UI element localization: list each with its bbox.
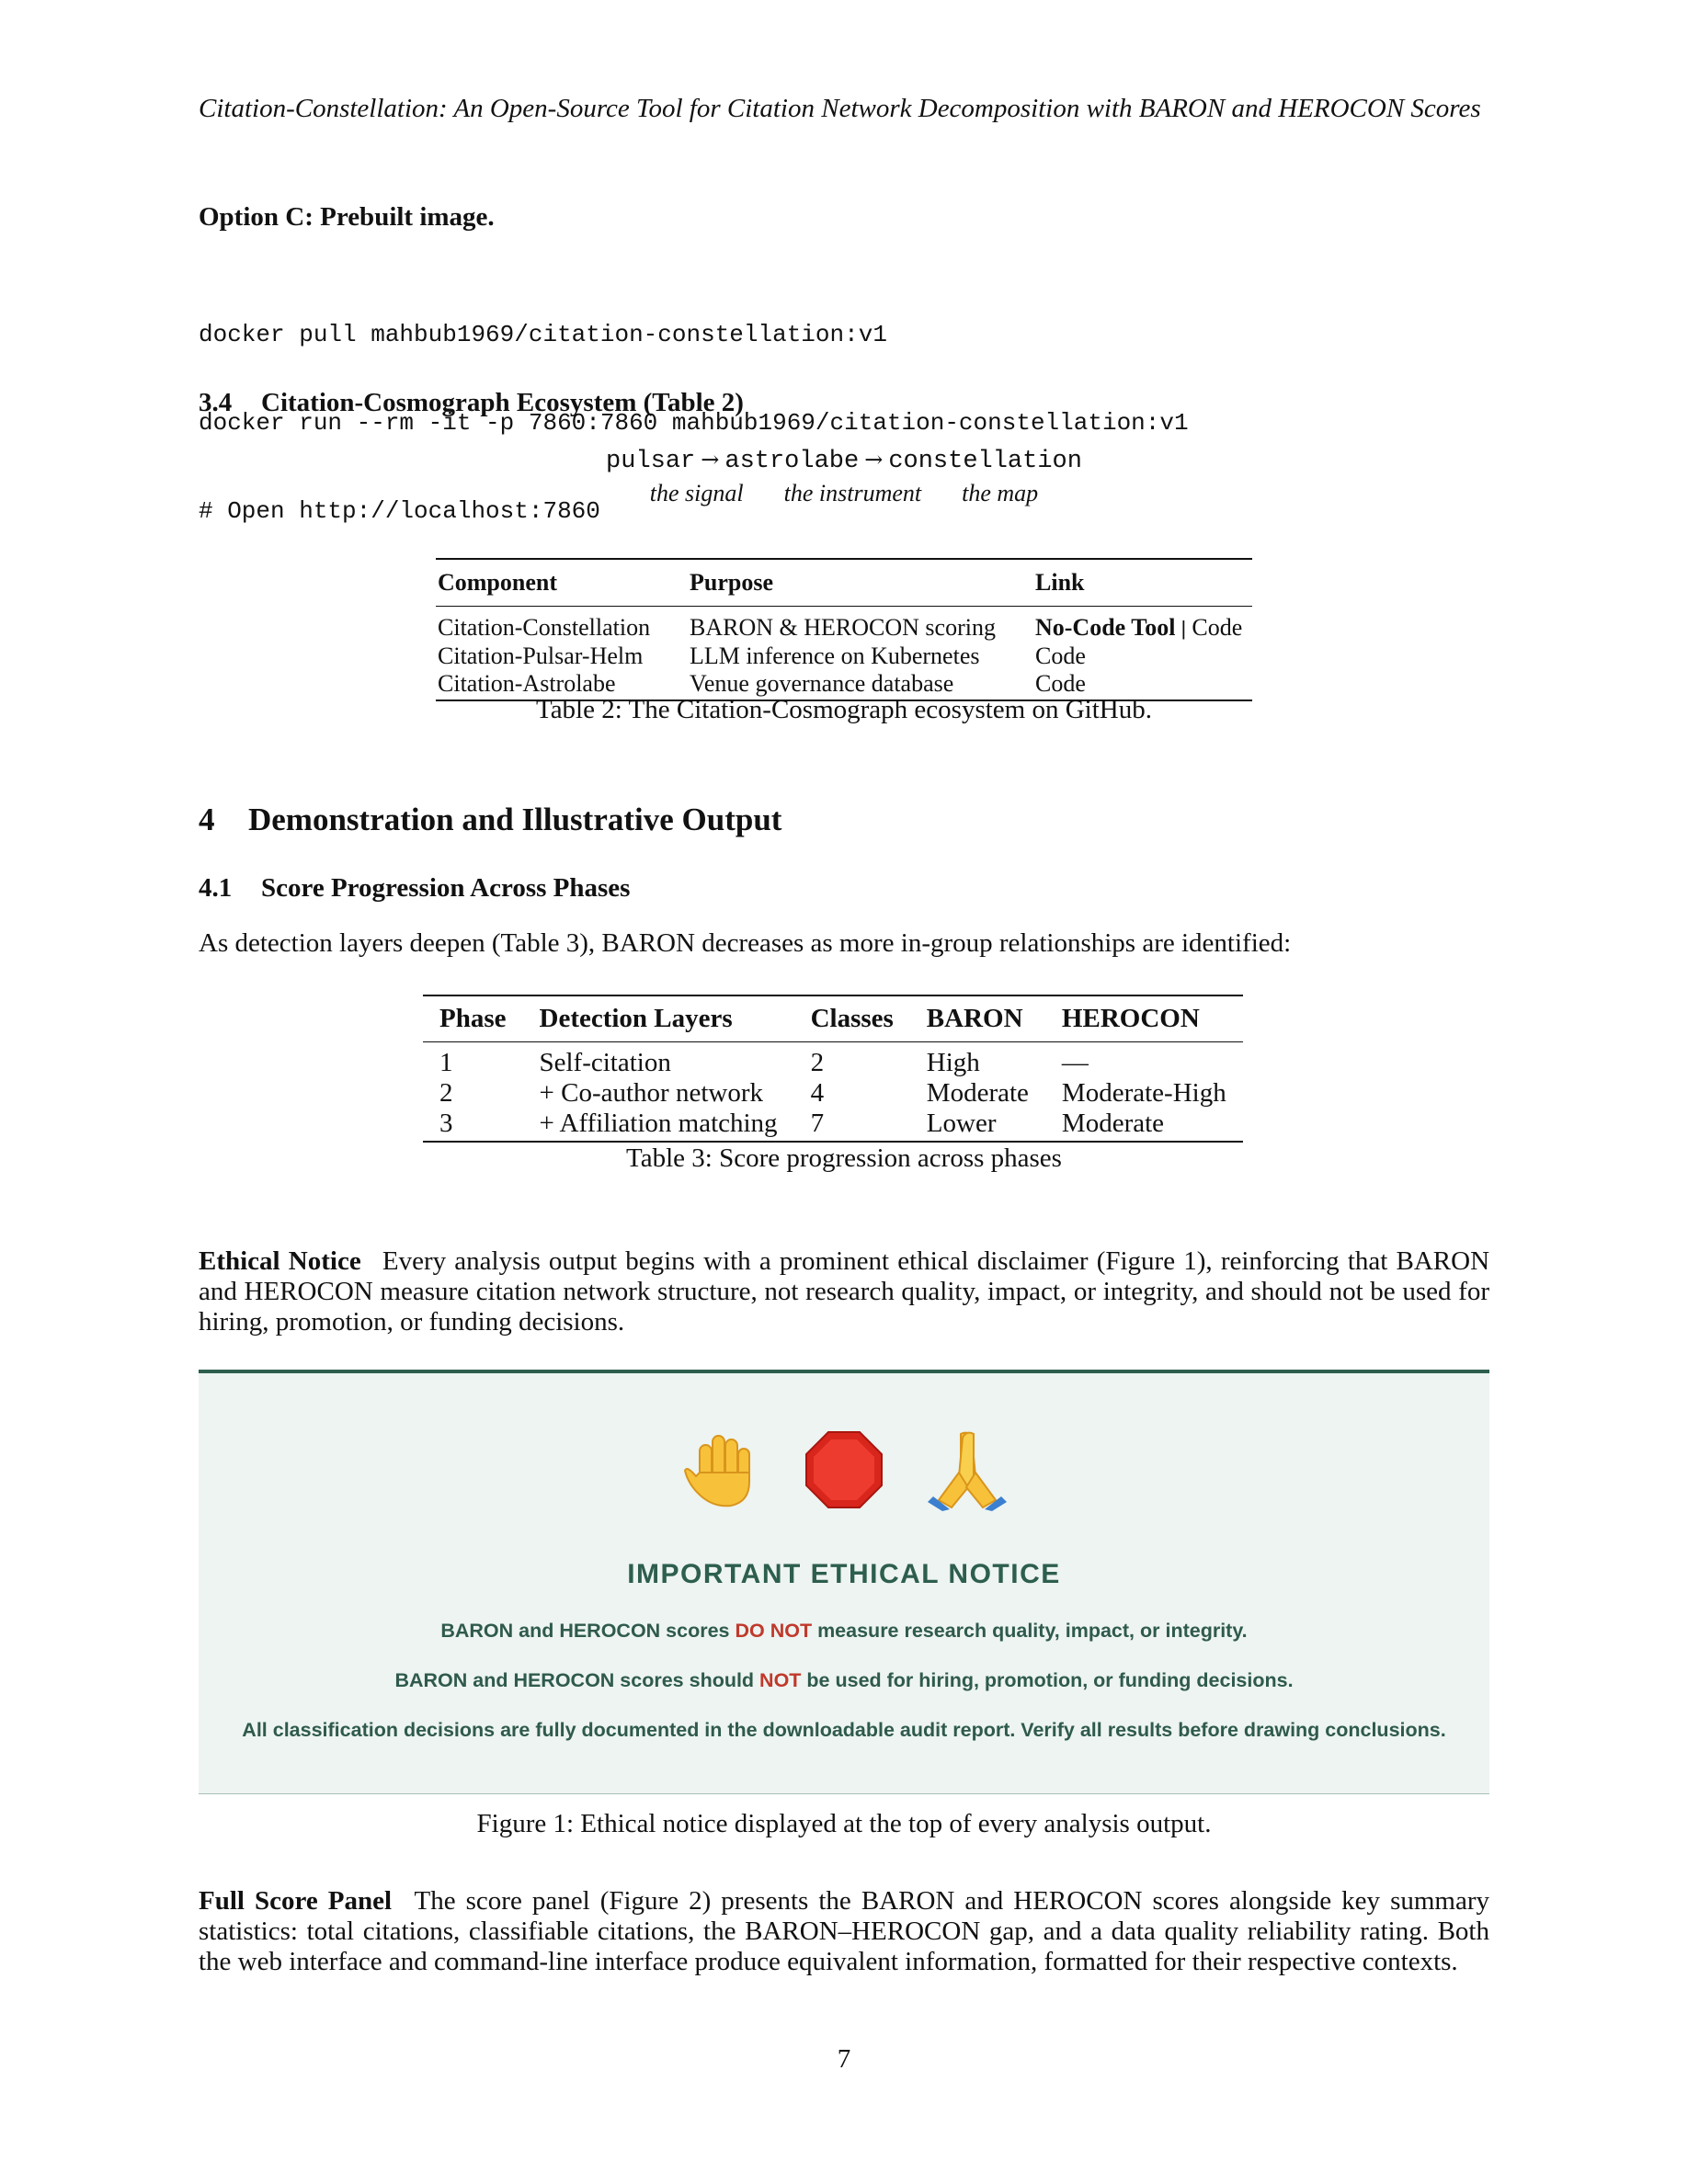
column-header: Detection Layers xyxy=(523,995,794,1042)
table-cell: + Co-author network xyxy=(539,1078,763,1108)
notice-text: BARON and HEROCON scores xyxy=(440,1620,736,1642)
notice-line xyxy=(199,1620,1489,1643)
section-4-1-heading xyxy=(199,873,630,904)
column-header: Purpose xyxy=(688,559,1033,607)
emoji-row xyxy=(199,1428,1489,1511)
link-separator: | xyxy=(1175,617,1192,640)
ethical-notice-figure xyxy=(199,1370,1489,1794)
option-c-heading: Option C: Prebuilt image. xyxy=(199,202,495,232)
full-score-panel-paragraph xyxy=(199,1886,1489,1977)
table-cell: Citation-Constellation xyxy=(438,614,651,641)
section-number: 3.4 xyxy=(199,388,233,417)
code-link[interactable]: Code xyxy=(1035,643,1086,669)
table-cell: Moderate-High xyxy=(1061,1078,1226,1108)
arrow-icon: → xyxy=(701,447,720,472)
column-header: Phase xyxy=(423,995,523,1042)
table-cell: Citation-Astrolabe xyxy=(438,670,616,697)
paragraph-heading: Ethical Notice xyxy=(199,1246,361,1276)
paragraph-heading: Full Score Panel xyxy=(199,1886,393,1916)
notice-alert: NOT xyxy=(759,1669,802,1691)
notice-title: IMPORTANT ETHICAL NOTICE xyxy=(627,1559,1061,1589)
chain-label: the map xyxy=(962,480,1039,506)
page-number: 7 xyxy=(837,2044,851,2074)
table-row xyxy=(423,1109,1243,1142)
intro-paragraph: As detection layers deepen (Table 3), BARON decreases as more in-group relationships are identified: xyxy=(199,928,1292,958)
chain-item-pulsar: pulsar xyxy=(606,448,696,475)
table-cell: High xyxy=(926,1048,980,1077)
paragraph-text: Every analysis output begins with a prominent ethical disclaimer (Figure 1), reinforcing that BARON and HEROCON measure citation network structure, not research quality, impact, or integrity, and should not be used for hiring, promotion, or funding decisions. xyxy=(199,1246,1490,1337)
chain-label: the instrument xyxy=(783,480,922,506)
ecosystem-chain xyxy=(0,445,1688,475)
notice-alert: DO NOT xyxy=(735,1620,813,1642)
table-cell: 2 xyxy=(810,1048,825,1077)
column-header: Component xyxy=(436,559,688,607)
table-header-row xyxy=(423,995,1243,1042)
code-line: docker run --rm -it -p 7860:7860 mahbub1969/citation-constellation:v1 xyxy=(199,409,1189,437)
table-3-caption: Table 3: Score progression across phases xyxy=(626,1143,1062,1173)
raised-hand-icon xyxy=(678,1428,764,1511)
table-header-row xyxy=(436,559,1252,607)
table-cell: Citation-Pulsar-Helm xyxy=(438,643,644,669)
table-cell: Lower xyxy=(926,1109,997,1138)
chain-item-astrolabe: astrolabe xyxy=(724,448,860,475)
column-header: HEROCON xyxy=(1045,995,1243,1042)
section-4-heading xyxy=(199,802,781,838)
column-header: Link xyxy=(1033,559,1252,607)
notice-text: measure research quality, impact, or integrity. xyxy=(812,1620,1248,1642)
table-cell xyxy=(1033,607,1252,643)
code-line: docker pull mahbub1969/citation-constellation:v1 xyxy=(199,321,887,348)
table-row xyxy=(423,1078,1243,1109)
chain-item-constellation: constellation xyxy=(888,448,1082,475)
table-cell: 4 xyxy=(810,1078,825,1108)
table-cell: Venue governance database xyxy=(690,670,954,697)
no-code-tool-link[interactable]: No-Code Tool xyxy=(1035,614,1176,641)
table-cell: LLM inference on Kubernetes xyxy=(690,643,980,669)
figure-1-caption: Figure 1: Ethical notice displayed at the top of every analysis output. xyxy=(476,1809,1212,1838)
section-title: Demonstration and Illustrative Output xyxy=(248,802,782,837)
notice-text: BARON and HEROCON scores should xyxy=(394,1669,760,1691)
running-header: Citation-Constellation: An Open-Source Tool for Citation Network Decomposition with BARON and HEROCON Scores xyxy=(199,94,1481,123)
notice-text: be used for hiring, promotion, or funding decisions. xyxy=(801,1669,1294,1691)
table-row xyxy=(436,643,1252,670)
column-header: Classes xyxy=(794,995,910,1042)
column-header: BARON xyxy=(910,995,1045,1042)
table-cell: 3 xyxy=(439,1109,453,1138)
code-link[interactable]: Code xyxy=(1035,670,1086,697)
table-cell: — xyxy=(1061,1048,1089,1077)
ecosystem-table xyxy=(436,558,1252,701)
ethical-notice-paragraph xyxy=(199,1246,1489,1337)
score-progression-table xyxy=(423,995,1243,1143)
code-link[interactable]: Code xyxy=(1192,614,1243,641)
table-cell: Moderate xyxy=(926,1078,1029,1108)
section-title: Score Progression Across Phases xyxy=(261,873,631,903)
table-row xyxy=(436,607,1252,643)
table-cell: 7 xyxy=(810,1109,825,1138)
folded-hands-icon xyxy=(924,1428,1010,1511)
notice-line xyxy=(199,1669,1489,1692)
section-title: Citation-Cosmograph Ecosystem (Table 2) xyxy=(261,388,744,417)
table-cell: Self-citation xyxy=(539,1048,671,1077)
paragraph-text: The score panel (Figure 2) presents the BARON and HEROCON scores alongside key summary statistics: total citations, classifiable citations, the BARON–HEROCON gap, and a data quality reliability rating. Both the web interface and command-line interface produce equivalent information, formatted for their respective contexts. xyxy=(199,1886,1489,1976)
section-number: 4.1 xyxy=(199,873,233,903)
code-line: # Open http://localhost:7860 xyxy=(199,497,600,525)
table-cell: 2 xyxy=(439,1078,453,1108)
chain-label: the signal xyxy=(649,480,744,506)
table-2-caption: Table 2: The Citation-Cosmograph ecosystem on GitHub. xyxy=(536,695,1152,724)
table-cell: 1 xyxy=(439,1048,453,1077)
ecosystem-chain-labels xyxy=(0,480,1688,507)
section-3-4-heading xyxy=(199,388,744,418)
stop-sign-icon xyxy=(801,1428,887,1511)
section-number: 4 xyxy=(199,802,215,837)
table-cell: + Affiliation matching xyxy=(539,1109,778,1138)
arrow-icon: → xyxy=(864,447,884,472)
notice-line: All classification decisions are fully documented in the downloadable audit report. Verify all results before drawing conclusions. xyxy=(242,1719,1446,1741)
table-cell: Moderate xyxy=(1061,1109,1165,1138)
table-cell: BARON & HEROCON scoring xyxy=(690,614,996,641)
table-row xyxy=(423,1042,1243,1079)
